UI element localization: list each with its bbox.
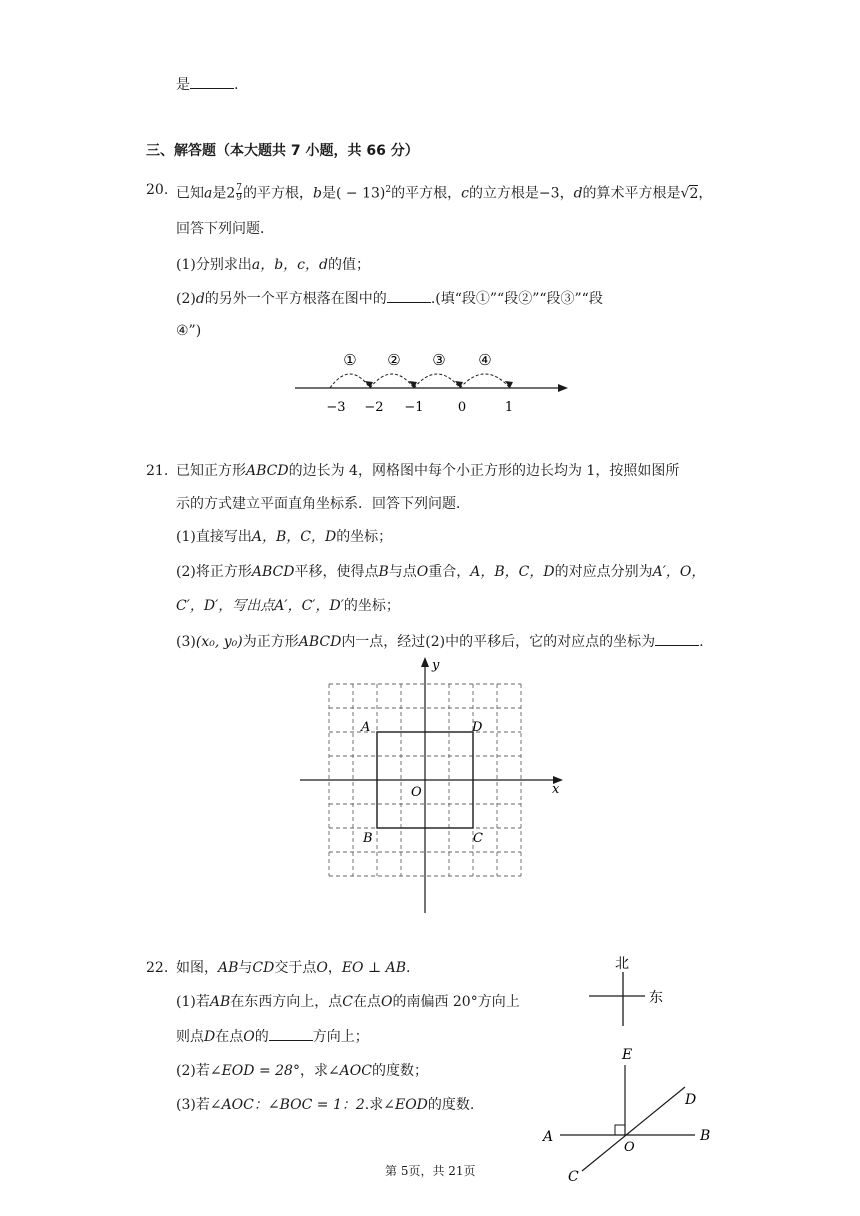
var: O [380, 994, 393, 1010]
q22-sub2 [176, 1061, 428, 1081]
text: 的度数； [371, 1063, 428, 1079]
denominator: 9 [236, 193, 243, 204]
tick-label: −2 [364, 400, 384, 415]
vertex-a-label: A [361, 720, 371, 735]
q22-sub1 [176, 992, 520, 1012]
tick-label: −3 [326, 400, 346, 415]
q20-sub1 [176, 255, 370, 275]
text: 已知正方形 [176, 463, 246, 479]
text: 的对应点分别为 [554, 564, 653, 580]
text: 在东西方向上，点 [230, 994, 343, 1010]
vars: a，b，c，d [251, 257, 328, 273]
text: (3)若 [176, 1097, 210, 1113]
arc-segment-4 [460, 374, 510, 388]
text: (3) [176, 634, 196, 650]
text: 交于点 [274, 960, 317, 976]
arc-segment-2 [370, 374, 414, 388]
text: 如图， [176, 960, 218, 976]
var: CD [252, 960, 275, 976]
var: a [204, 185, 213, 202]
text: 在点 [215, 1029, 244, 1045]
q21-line1 [176, 461, 679, 481]
y-axis-arrow [421, 657, 429, 667]
compass-figure [585, 948, 675, 1030]
text: 已知 [176, 185, 204, 202]
q21-sub1 [176, 527, 392, 547]
text: 在点 [352, 994, 381, 1010]
arc-arrowhead [455, 381, 463, 388]
continuation-line [176, 74, 238, 95]
answer-blank[interactable] [269, 1026, 313, 1041]
text: 的平方根， [243, 185, 314, 202]
text: (1)分别求出 [176, 257, 252, 273]
vars: A′，O， [652, 564, 706, 580]
coordinate-grid-figure [295, 655, 575, 917]
text: (2)将正方形 [176, 564, 252, 580]
answer-blank[interactable] [655, 631, 699, 646]
sqrt-value: 2 [689, 185, 699, 202]
expr: ( − 13) [335, 185, 386, 202]
q20-sub2-line2: ④”) [176, 323, 202, 339]
compass-east-label: 东 [649, 990, 663, 1006]
text: 为正方形 [242, 634, 299, 650]
var: d [573, 185, 583, 202]
compass-north-label: 北 [615, 956, 629, 972]
answer-blank[interactable] [387, 288, 431, 303]
tick-label: 1 [504, 400, 514, 415]
exponent: 2 [385, 185, 392, 195]
question-number: 22. [146, 960, 169, 976]
fraction [236, 184, 242, 203]
text: 的度数. [427, 1097, 475, 1113]
var: d [195, 291, 205, 307]
text: .求 [364, 1097, 384, 1113]
q22-sub1-line2 [176, 1026, 369, 1047]
text: ， [327, 960, 342, 976]
var: ABCD [298, 634, 342, 650]
y-axis-label: y [432, 658, 440, 673]
right-angle-mark [615, 1125, 625, 1135]
q21-sub2-line2 [176, 596, 400, 616]
var: ABCD [251, 564, 295, 580]
page-footer: 第 5页，共 21页 [385, 1164, 476, 1178]
expr: ∠AOC：∠BOC = 1：2 [209, 1097, 365, 1113]
q20-line2: 回答下列问题． [176, 221, 274, 237]
segment-label-2: ② [387, 351, 401, 369]
line-cd [582, 1087, 685, 1171]
text: 与 [238, 960, 253, 976]
point-o-label: O [624, 1140, 635, 1155]
var: O [416, 564, 429, 580]
origin-label: O [411, 785, 422, 800]
text: 是 [212, 185, 227, 202]
q21-sub3 [176, 631, 704, 652]
var: AB [218, 960, 239, 976]
text: 平移，使得点 [294, 564, 379, 580]
text: 是 [321, 185, 336, 202]
text: 的坐标； [343, 598, 400, 614]
var: c [461, 185, 469, 202]
var: ABCD [246, 463, 289, 479]
var: (x₀, y₀) [195, 634, 243, 650]
vertex-b-label: B [363, 831, 373, 846]
text: 的南偏西 20°方向上 [392, 994, 520, 1010]
vertex-c-label: C [473, 831, 483, 846]
var: O [316, 960, 328, 976]
text: (1)若 [176, 994, 210, 1010]
arc-segment-3 [414, 374, 460, 388]
section-title: 三、解答题（本大题共 7 小题，共 66 分） [146, 143, 419, 159]
segment-label-3: ③ [432, 351, 446, 369]
text: 的算术平方根是 [582, 185, 681, 202]
segment-label-1: ① [343, 351, 357, 369]
continuation-text: 是 [176, 77, 190, 93]
text: 的边长为 4，网格图中每个小正方形的边长均为 1，按照如图所 [288, 463, 680, 479]
point-b-label: B [700, 1128, 711, 1144]
tick-label: 0 [457, 400, 467, 415]
vars: A，B，C，D [251, 529, 337, 545]
text: 方向上； [312, 1029, 369, 1045]
x-axis-label: x [552, 782, 560, 797]
q21-sub2 [176, 562, 705, 582]
mixed-whole: 2 [226, 185, 236, 202]
sqrt-symbol: √ [680, 185, 690, 202]
text: . [699, 634, 704, 650]
text: 重合， [428, 564, 471, 580]
text: 的立方根是−3， [468, 185, 574, 202]
text: C′，D′，写出点 [176, 598, 275, 614]
arc-arrowhead [365, 381, 373, 388]
text: 的值； [327, 257, 370, 273]
text: 则点 [176, 1029, 204, 1045]
arc-segment-1 [330, 374, 370, 388]
axis-arrow [558, 384, 568, 392]
var: C [342, 994, 353, 1010]
var: D [204, 1029, 216, 1045]
vertex-d-label: D [472, 720, 483, 735]
q22-line1 [176, 958, 410, 978]
point-a-label: A [543, 1129, 554, 1145]
var: O [243, 1029, 255, 1045]
q20-sub2 [176, 288, 603, 309]
text: 与点 [388, 564, 417, 580]
expr: ∠AOC [327, 1063, 372, 1079]
text: ，求 [299, 1063, 328, 1079]
expr: ∠EOD [383, 1097, 428, 1113]
q22-sub3 [176, 1095, 474, 1115]
q21-line2: 示的方式建立平面直角坐标系．回答下列问题． [176, 496, 470, 512]
text: (2) [176, 291, 196, 307]
text: 的平方根， [391, 185, 462, 202]
text: . [406, 960, 411, 976]
geometry-figure [535, 1040, 730, 1190]
expr: EO ⊥ AB [341, 960, 406, 976]
var: b [313, 185, 322, 202]
text: 的坐标； [336, 529, 393, 545]
continuation-tail: . [234, 77, 239, 93]
question-number: 20. [146, 182, 169, 198]
text: 的另外一个平方根落在图中的 [204, 291, 387, 307]
vars: A，B，C，D [470, 564, 555, 580]
text: (2)若 [176, 1063, 210, 1079]
q20-stem [176, 180, 712, 204]
text: ， [698, 185, 713, 202]
question-number: 21. [146, 463, 169, 479]
text: (1)直接写出 [176, 529, 252, 545]
number-line-figure [290, 345, 575, 420]
numerator: 7 [236, 183, 243, 194]
expr: ∠EOD = 28° [209, 1063, 300, 1079]
var: B [378, 564, 389, 580]
point-d-label: D [685, 1092, 697, 1108]
var: AB [209, 994, 231, 1010]
text: 的 [254, 1029, 269, 1045]
vars: A′，C′，D′ [274, 598, 344, 614]
tick-label: −1 [404, 400, 424, 415]
point-c-label: C [568, 1169, 579, 1185]
answer-blank[interactable] [190, 74, 234, 89]
segment-label-4: ④ [478, 351, 492, 369]
point-e-label: E [622, 1047, 633, 1063]
text: .(填“段①”“段②”“段③”“段 [430, 291, 603, 307]
text: 内一点，经过(2)中的平移后，它的对应点的坐标为 [341, 634, 656, 650]
